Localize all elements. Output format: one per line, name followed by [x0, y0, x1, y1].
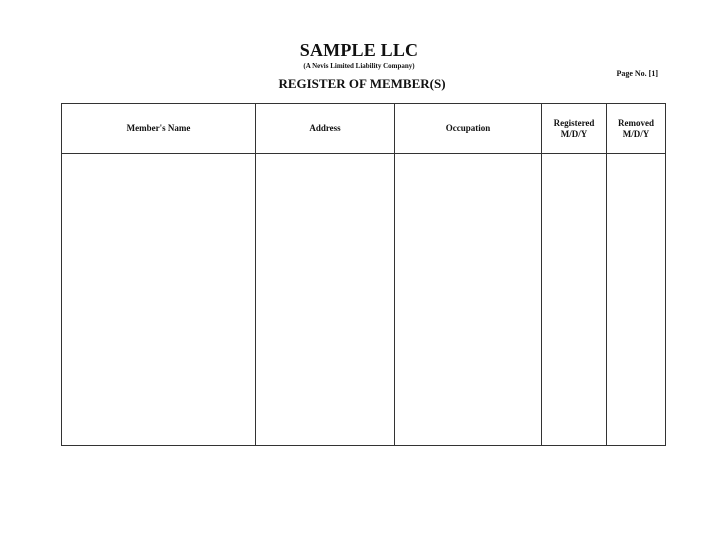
column-header-removed	[607, 104, 666, 154]
company-name: SAMPLE LLC	[299, 40, 419, 60]
column-header-date-format: M/D/Y	[560, 128, 588, 139]
page-number: Page No. [1]	[616, 69, 658, 78]
column-header-occupation	[395, 104, 542, 154]
cell-registered	[542, 154, 607, 446]
column-header-label: Occupation	[445, 123, 491, 133]
column-header-label: Address	[309, 123, 341, 133]
column-header-members-name	[62, 104, 256, 154]
column-header-label: Removed	[618, 117, 654, 128]
column-header-label: Registered	[553, 117, 595, 128]
column-header-registered	[542, 104, 607, 154]
table-row	[62, 154, 666, 446]
cell-members-name	[62, 154, 256, 446]
cell-address	[256, 154, 395, 446]
table-header-row	[62, 104, 666, 154]
company-subtitle: (A Nevis Limited Liability Company)	[303, 62, 415, 70]
column-header-label: Member's Name	[126, 123, 191, 133]
register-title: REGISTER OF MEMBER(S)	[278, 76, 446, 91]
register-of-members-table	[61, 103, 666, 446]
cell-removed	[607, 154, 666, 446]
column-header-address	[256, 104, 395, 154]
column-header-date-format: M/D/Y	[622, 128, 650, 139]
cell-occupation	[395, 154, 542, 446]
